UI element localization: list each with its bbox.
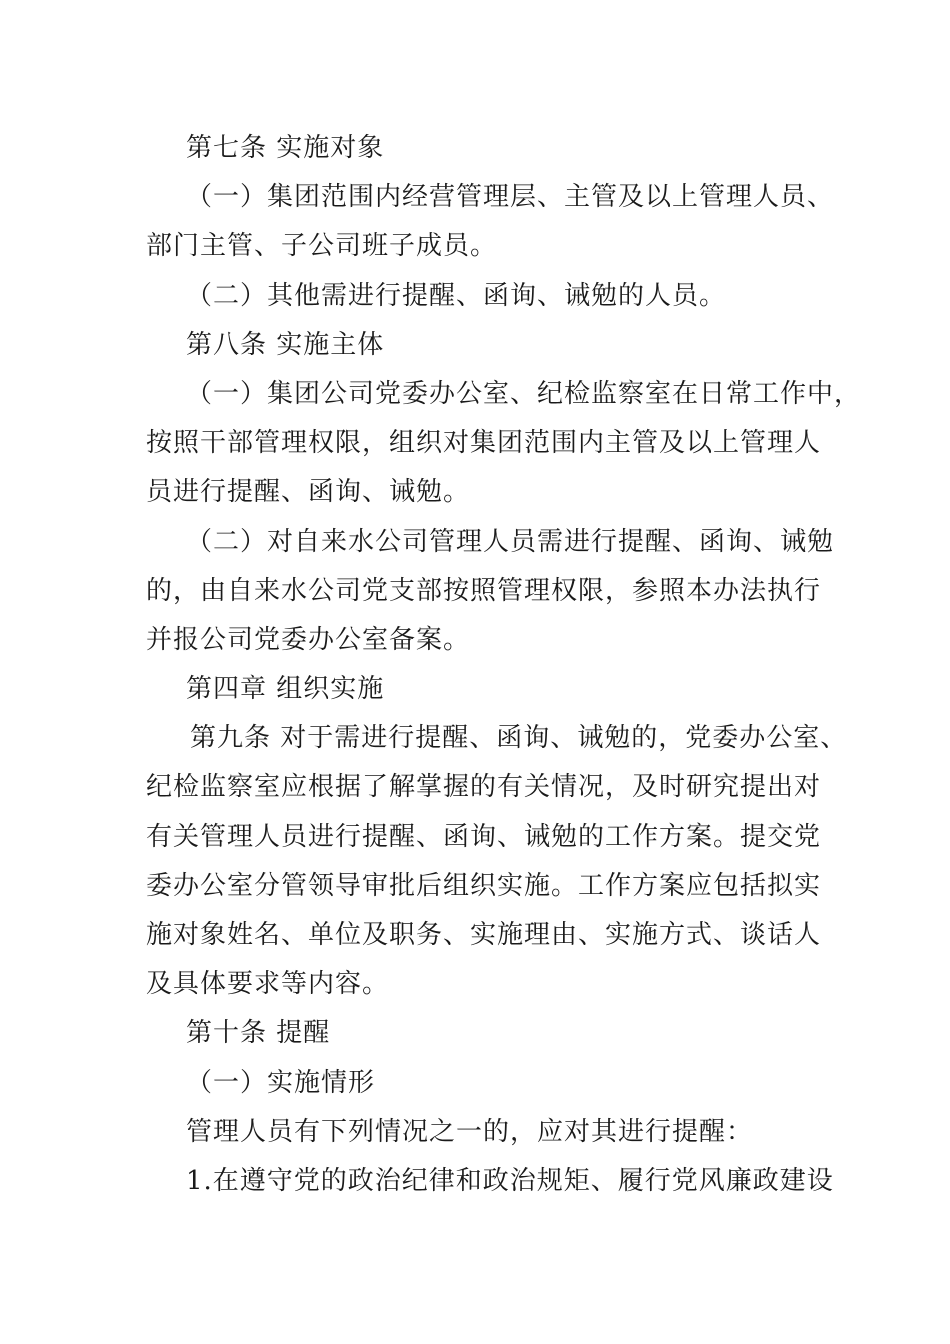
article-8-item-2-cont-1: 的，由自来水公司党支部按照管理权限，参照本办法执行 [146,575,822,606]
article-8-item-1-cont-1: 按照干部管理权限，组织对集团范围内主管及以上管理人 [146,428,822,459]
article-10-heading: 第十条 提醒 [186,1018,331,1049]
article-9-cont-3: 委办公室分管领导审批后组织实施。工作方案应包括拟实 [146,870,822,901]
article-10-intro: 管理人员有下列情况之一的，应对其进行提醒： [186,1116,754,1147]
article-8-item-2-cont-2: 并报公司党委办公室备案。 [146,624,471,655]
article-7-item-2: （二）其他需进行提醒、函询、诫勉的人员。 [186,280,727,311]
document-body [146,124,862,1206]
article-9-cont-4: 施对象姓名、单位及职务、实施理由、实施方式、谈话人 [146,920,822,950]
article-10-item-1: （一）实施情形 [186,1067,376,1098]
article-8-item-1-cont-2: 员进行提醒、函询、诫勉。 [146,477,471,508]
article-9-cont-2: 有关管理人员进行提醒、函询、诫勉的工作方案。提交党 [146,821,822,852]
article-7-heading: 第七条 实施对象 [186,133,385,163]
article-9-cont-5: 及具体要求等内容。 [146,969,390,1000]
article-7-item-1-cont: 部门主管、子公司班子成员。 [146,231,498,262]
article-9-paragraph: 第九条 对于需进行提醒、函询、诫勉的，党委办公室、 [190,723,848,754]
article-7-item-1: （一）集团范围内经营管理层、主管及以上管理人员、 [186,182,835,213]
article-8-item-1: （一）集团公司党委办公室、纪检监察室在日常工作中， [186,378,862,409]
chapter-4-heading: 第四章 组织实施 [186,674,385,705]
article-8-heading: 第八条 实施主体 [186,329,385,360]
article-10-point-1: 1.在遵守党的政治纪律和政治规矩、履行党风廉政建设 [186,1165,834,1196]
article-9-cont-1: 纪检监察室应根据了解掌握的有关情况，及时研究提出对 [146,772,822,803]
article-8-item-2: （二）对自来水公司管理人员需进行提醒、函询、诫勉 [186,526,835,557]
